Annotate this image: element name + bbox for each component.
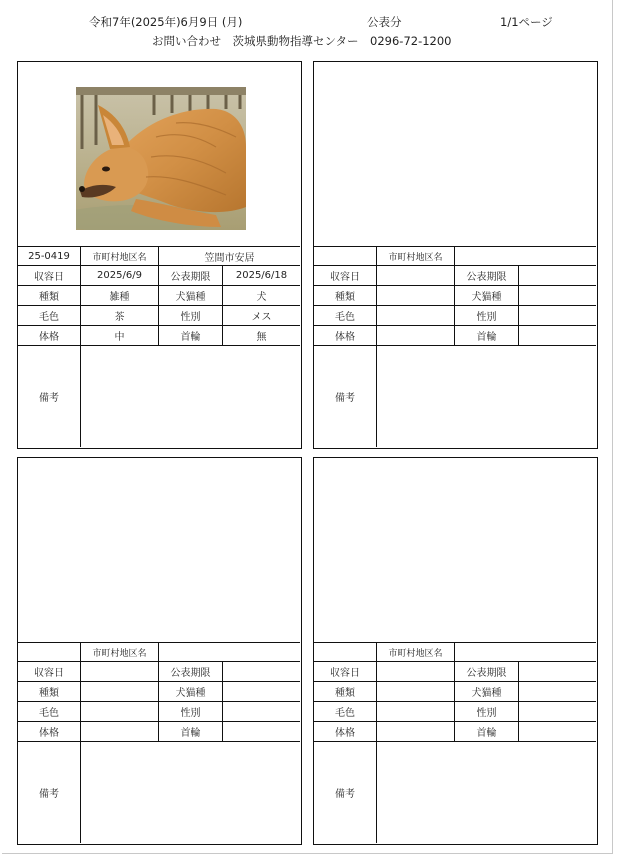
- animal-id: [18, 642, 81, 662]
- sex-value: [519, 306, 596, 326]
- area-value: [455, 642, 596, 662]
- sex-value: [519, 702, 596, 722]
- remarks-value: [81, 346, 301, 448]
- area-value: [159, 642, 300, 662]
- breed-label: 犬猫種: [455, 286, 519, 306]
- period-label: 公表期限: [159, 266, 223, 286]
- period-value: [223, 662, 300, 682]
- size-value: [377, 326, 455, 346]
- period-value: 2025/6/18: [223, 266, 300, 286]
- area-label: 市町村地区名: [81, 642, 159, 662]
- received-value: [377, 266, 455, 286]
- area-label: 市町村地区名: [377, 642, 455, 662]
- period-label: 公表期限: [455, 662, 519, 682]
- kind-label: 種類: [18, 682, 81, 702]
- photo-area: [18, 62, 301, 246]
- breed-label: 犬猫種: [159, 682, 223, 702]
- color-value: [81, 702, 159, 722]
- breed-value: [519, 286, 596, 306]
- animal-card: [313, 457, 598, 845]
- collar-label: 首輪: [455, 326, 519, 346]
- received-label: 収容日: [18, 662, 81, 682]
- received-value: [377, 662, 455, 682]
- kind-label: 種類: [18, 286, 81, 306]
- animal-id: 25-0419: [18, 246, 81, 266]
- animal-card: [17, 61, 302, 449]
- sex-label: 性別: [455, 702, 519, 722]
- size-value: [377, 722, 455, 742]
- breed-label: 犬猫種: [159, 286, 223, 306]
- page-number: 1/1ページ: [500, 15, 553, 29]
- size-label: 体格: [314, 722, 377, 742]
- sex-label: 性別: [159, 702, 223, 722]
- animal-card: [313, 61, 598, 449]
- size-value: 中: [81, 326, 159, 346]
- area-value: 笠間市安居: [159, 246, 300, 266]
- kind-value: [377, 286, 455, 306]
- color-value: [377, 702, 455, 722]
- kind-label: 種類: [314, 286, 377, 306]
- received-label: 収容日: [18, 266, 81, 286]
- received-label: 収容日: [314, 662, 377, 682]
- remarks-value: [377, 346, 597, 448]
- report-section: 公表分: [367, 15, 402, 29]
- remarks-value: [81, 742, 301, 844]
- animal-card: [17, 457, 302, 845]
- color-value: [377, 306, 455, 326]
- color-label: 毛色: [314, 702, 377, 722]
- color-label: 毛色: [18, 702, 81, 722]
- remarks-label: 備考: [18, 742, 81, 843]
- photo-area: [314, 62, 597, 246]
- size-label: 体格: [18, 722, 81, 742]
- breed-value: [223, 682, 300, 702]
- period-label: 公表期限: [455, 266, 519, 286]
- remarks-label: 備考: [314, 346, 377, 447]
- period-value: [519, 662, 596, 682]
- size-label: 体格: [314, 326, 377, 346]
- breed-value: [519, 682, 596, 702]
- area-value: [455, 246, 596, 266]
- collar-value: [223, 722, 300, 742]
- area-label: 市町村地区名: [377, 246, 455, 266]
- color-value: 茶: [81, 306, 159, 326]
- collar-value: [519, 722, 596, 742]
- sex-label: 性別: [455, 306, 519, 326]
- photo-area: [314, 458, 597, 642]
- size-value: [81, 722, 159, 742]
- received-value: 2025/6/9: [81, 266, 159, 286]
- received-value: [81, 662, 159, 682]
- breed-value: 犬: [223, 286, 300, 306]
- remarks-label: 備考: [18, 346, 81, 447]
- period-value: [519, 266, 596, 286]
- report-date: 令和7年(2025年)6月9日 (月): [89, 15, 243, 29]
- sex-value: [223, 702, 300, 722]
- contact-info: お問い合わせ 茨城県動物指導センター 0296-72-1200: [152, 34, 452, 48]
- sex-value: メス: [223, 306, 300, 326]
- animal-id: [314, 246, 377, 266]
- period-label: 公表期限: [159, 662, 223, 682]
- collar-label: 首輪: [159, 722, 223, 742]
- photo-area: [18, 458, 301, 642]
- size-label: 体格: [18, 326, 81, 346]
- received-label: 収容日: [314, 266, 377, 286]
- remarks-value: [377, 742, 597, 844]
- animal-id: [314, 642, 377, 662]
- kind-value: [81, 682, 159, 702]
- dog-photo[interactable]: [76, 87, 246, 230]
- collar-label: 首輪: [455, 722, 519, 742]
- kind-value: 雑種: [81, 286, 159, 306]
- area-label: 市町村地区名: [81, 246, 159, 266]
- collar-label: 首輪: [159, 326, 223, 346]
- collar-value: [519, 326, 596, 346]
- kind-value: [377, 682, 455, 702]
- breed-label: 犬猫種: [455, 682, 519, 702]
- kind-label: 種類: [314, 682, 377, 702]
- remarks-label: 備考: [314, 742, 377, 843]
- sex-label: 性別: [159, 306, 223, 326]
- collar-value: 無: [223, 326, 300, 346]
- color-label: 毛色: [314, 306, 377, 326]
- color-label: 毛色: [18, 306, 81, 326]
